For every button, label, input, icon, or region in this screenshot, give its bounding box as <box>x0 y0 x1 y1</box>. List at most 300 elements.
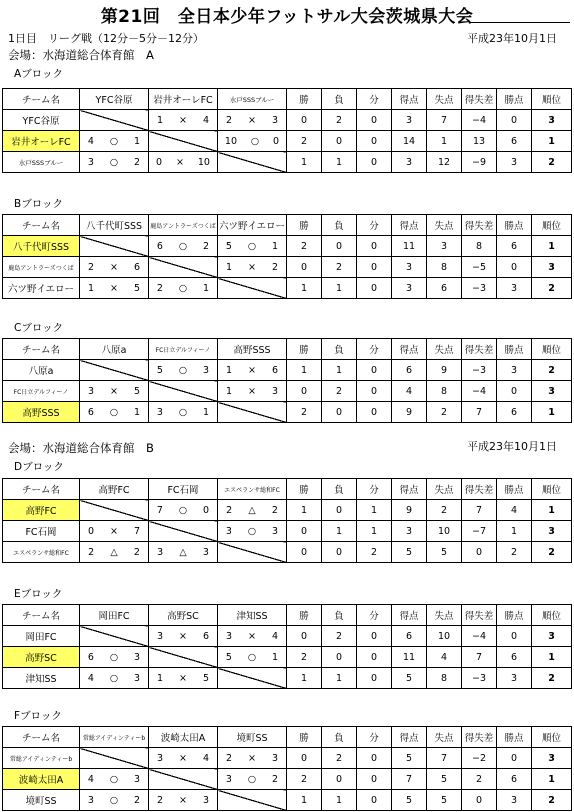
header-loss: 負 <box>322 215 357 236</box>
header-team: チーム名 <box>3 339 80 360</box>
result-mark: × <box>110 525 118 537</box>
losses: 2 <box>322 748 357 769</box>
result-mark: × <box>248 385 256 397</box>
result-mark: ○ <box>178 240 188 252</box>
match-result <box>149 360 218 381</box>
header-ga: 失点 <box>427 89 462 110</box>
score-opp: 5 <box>133 385 140 397</box>
score-own: 2 <box>226 504 233 516</box>
header-gd: 得失差 <box>462 727 497 748</box>
table-header-row <box>3 727 572 748</box>
match-result <box>149 668 218 689</box>
header-ga: 失点 <box>427 339 462 360</box>
header-loss: 負 <box>322 479 357 500</box>
goal-diff: 2 <box>462 769 497 790</box>
match-result <box>80 152 149 173</box>
result-mark: × <box>248 261 256 273</box>
goals-for: 6 <box>392 360 427 381</box>
header-opponent: FC石岡 <box>149 479 218 500</box>
wins: 0 <box>287 381 322 402</box>
result-mark: × <box>179 752 187 764</box>
score-own: 3 <box>225 525 232 537</box>
header-gf: 得点 <box>392 605 427 626</box>
result-mark: × <box>248 114 256 126</box>
score-own: 3 <box>87 156 94 168</box>
points: 3 <box>497 152 532 173</box>
header-rank: 順位 <box>532 89 572 110</box>
score-opp: 2 <box>271 773 279 785</box>
league-table <box>2 338 572 423</box>
losses: 0 <box>322 647 357 668</box>
table-row <box>3 521 572 542</box>
table-row <box>3 278 572 299</box>
score-opp: 3 <box>133 651 141 663</box>
draws: 0 <box>357 152 392 173</box>
goals-against: 2 <box>427 402 462 423</box>
header-draw: 分 <box>357 89 392 110</box>
self-match-cell <box>218 668 287 689</box>
team-name: 波崎太田A <box>3 769 80 790</box>
header-gd: 得失差 <box>462 605 497 626</box>
table-row <box>3 626 572 647</box>
score-opp: 3 <box>271 385 278 397</box>
score-own: 3 <box>225 630 233 642</box>
score <box>149 360 217 380</box>
goal-diff: −4 <box>462 381 497 402</box>
points: 6 <box>497 236 532 257</box>
header-opponent: FC日立デルフィーノ <box>149 339 218 360</box>
score <box>218 236 286 256</box>
rank: 3 <box>532 257 572 278</box>
score-own: 5 <box>225 651 232 663</box>
draws: 0 <box>357 790 392 811</box>
result-mark: ○ <box>109 156 119 168</box>
header-opponent: 鹿島アントラーズつくば <box>149 215 218 236</box>
score <box>80 790 148 810</box>
score <box>218 257 286 277</box>
points: 3 <box>497 278 532 299</box>
score <box>80 257 148 277</box>
table-row <box>3 381 572 402</box>
points: 3 <box>497 668 532 689</box>
result-mark: × <box>179 630 187 642</box>
block-label: Dブロック <box>14 461 64 473</box>
goal-diff: −4 <box>462 626 497 647</box>
goals-for: 6 <box>392 626 427 647</box>
table-header-row <box>3 479 572 500</box>
score-own: 4 <box>87 135 94 147</box>
block-label: Aブロック <box>14 68 63 80</box>
score-own: 6 <box>87 406 94 418</box>
match-result <box>80 668 149 689</box>
goal-diff: 13 <box>462 131 497 152</box>
match-result <box>149 626 218 647</box>
goals-for: 3 <box>392 152 427 173</box>
league-table <box>2 726 572 811</box>
match-result <box>80 769 149 790</box>
table-row <box>3 542 572 563</box>
score <box>80 402 148 422</box>
self-match-cell <box>80 360 149 381</box>
result-mark: × <box>175 156 184 168</box>
goal-diff: −4 <box>462 110 497 131</box>
result-mark: ○ <box>109 672 119 684</box>
header-team: チーム名 <box>3 89 80 110</box>
block-label: Fブロック <box>14 710 62 722</box>
points: 6 <box>497 131 532 152</box>
table-row <box>3 647 572 668</box>
match-result <box>218 257 287 278</box>
goal-diff: 7 <box>462 647 497 668</box>
self-match-cell <box>218 278 287 299</box>
score <box>218 647 286 667</box>
draws: 1 <box>357 521 392 542</box>
table-row <box>3 152 572 173</box>
match-result <box>218 500 287 521</box>
losses: 0 <box>322 500 357 521</box>
header-gd: 得失差 <box>462 215 497 236</box>
score-opp: 3 <box>133 773 141 785</box>
draws: 0 <box>357 748 392 769</box>
losses: 2 <box>322 110 357 131</box>
score-own: 3 <box>156 630 164 642</box>
draws: 0 <box>357 668 392 689</box>
score <box>149 626 217 646</box>
draws: 0 <box>357 402 392 423</box>
team-name: 高野SSS <box>3 402 80 423</box>
team-name: 常総アイディンティーb <box>3 748 80 769</box>
wins: 0 <box>287 257 322 278</box>
match-result <box>218 521 287 542</box>
losses: 0 <box>322 769 357 790</box>
score-opp: 6 <box>202 630 209 642</box>
points: 2 <box>497 542 532 563</box>
date-label-a: 平成23年10月1日 <box>467 32 557 45</box>
header-win: 勝 <box>287 479 322 500</box>
goals-for: 9 <box>392 500 427 521</box>
score-opp: 3 <box>271 525 279 537</box>
goals-against: 7 <box>427 748 462 769</box>
rank: 2 <box>532 790 572 811</box>
result-mark: ○ <box>109 406 119 418</box>
goals-against: 1 <box>427 131 462 152</box>
score-own: 3 <box>156 406 163 418</box>
table-header-row <box>3 605 572 626</box>
match-result <box>80 521 149 542</box>
rank: 2 <box>532 152 572 173</box>
header-opponent: 岩井オーレFC <box>149 89 218 110</box>
table-row <box>3 110 572 131</box>
goal-diff: 0 <box>462 790 497 811</box>
header-gf: 得点 <box>392 727 427 748</box>
self-match-cell <box>80 110 149 131</box>
score <box>80 381 148 401</box>
result-mark: × <box>248 630 256 642</box>
wins: 1 <box>287 500 322 521</box>
score-opp: 10 <box>197 156 210 168</box>
table-row <box>3 236 572 257</box>
goals-against: 2 <box>427 500 462 521</box>
header-pts: 勝点 <box>497 339 532 360</box>
header-win: 勝 <box>287 605 322 626</box>
rank: 3 <box>532 748 572 769</box>
score-opp: 1 <box>202 406 210 418</box>
header-pts: 勝点 <box>497 727 532 748</box>
match-result <box>218 647 287 668</box>
result-mark: × <box>110 385 118 397</box>
goals-against: 8 <box>427 668 462 689</box>
header-ga: 失点 <box>427 727 462 748</box>
score-own: 3 <box>87 385 95 397</box>
goal-diff: −3 <box>462 360 497 381</box>
wins: 0 <box>287 748 322 769</box>
score-opp: 6 <box>271 364 278 376</box>
header-gd: 得失差 <box>462 339 497 360</box>
match-result <box>149 110 218 131</box>
draws: 0 <box>357 381 392 402</box>
wins: 1 <box>287 152 322 173</box>
draws: 0 <box>357 110 392 131</box>
match-result <box>80 790 149 811</box>
score <box>218 748 286 768</box>
team-name: 津知SS <box>3 668 80 689</box>
table-row <box>3 668 572 689</box>
losses: 1 <box>322 360 357 381</box>
losses: 0 <box>322 542 357 563</box>
result-mark: △ <box>248 504 256 516</box>
table-row <box>3 769 572 790</box>
result-mark: × <box>110 261 118 273</box>
header-draw: 分 <box>357 215 392 236</box>
goal-diff: −2 <box>462 748 497 769</box>
points: 0 <box>497 110 532 131</box>
score <box>149 668 217 688</box>
header-gf: 得点 <box>392 89 427 110</box>
result-mark: × <box>179 794 187 806</box>
block-label: Eブロック <box>14 588 63 600</box>
schedule-subtitle: 1日目 リーグ戦（12分－5分－12分） <box>8 32 204 45</box>
rank: 3 <box>532 110 572 131</box>
goals-for: 4 <box>392 381 427 402</box>
match-result <box>149 790 218 811</box>
score-own: 6 <box>87 651 94 663</box>
goals-against: 5 <box>427 769 462 790</box>
self-match-cell <box>149 381 218 402</box>
result-mark: ○ <box>109 651 119 663</box>
result-mark: × <box>179 672 187 684</box>
result-mark: ○ <box>109 773 119 785</box>
points: 4 <box>497 500 532 521</box>
score <box>80 769 148 789</box>
points: 6 <box>497 402 532 423</box>
score-own: 1 <box>156 114 164 126</box>
header-team: チーム名 <box>3 215 80 236</box>
league-table <box>2 214 572 299</box>
header-opponent: 水戸SSSブルー <box>218 89 287 110</box>
points: 3 <box>497 360 532 381</box>
wins: 2 <box>287 769 322 790</box>
wins: 2 <box>287 647 322 668</box>
header-rank: 順位 <box>532 479 572 500</box>
score-opp: 2 <box>133 546 140 558</box>
match-result <box>80 381 149 402</box>
match-result <box>80 542 149 563</box>
goals-against: 12 <box>427 152 462 173</box>
points: 6 <box>497 647 532 668</box>
losses: 2 <box>322 257 357 278</box>
match-result <box>218 131 287 152</box>
losses: 0 <box>322 402 357 423</box>
date-label-b: 平成23年10月1日 <box>467 440 557 453</box>
result-mark: ○ <box>247 525 257 537</box>
score-opp: 2 <box>271 504 278 516</box>
score-own: 2 <box>156 282 163 294</box>
team-name: 岡田FC <box>3 626 80 647</box>
header-loss: 負 <box>322 727 357 748</box>
draws: 0 <box>357 769 392 790</box>
score <box>149 542 217 562</box>
header-loss: 負 <box>322 339 357 360</box>
goal-diff: −5 <box>462 257 497 278</box>
result-mark: ○ <box>247 240 257 252</box>
wins: 2 <box>287 236 322 257</box>
score-own: 4 <box>87 672 94 684</box>
wins: 1 <box>287 668 322 689</box>
self-match-cell <box>149 769 218 790</box>
goals-against: 10 <box>427 626 462 647</box>
team-name: 鹿島アントラーズつくば <box>3 257 80 278</box>
rank: 2 <box>532 668 572 689</box>
goals-for: 5 <box>392 748 427 769</box>
header-win: 勝 <box>287 89 322 110</box>
score <box>218 360 286 380</box>
score-opp: 4 <box>202 752 209 764</box>
header-team: チーム名 <box>3 727 80 748</box>
header-opponent: 六ツ野イエロー <box>218 215 287 236</box>
header-opponent: 八原a <box>80 339 149 360</box>
goals-for: 14 <box>392 131 427 152</box>
score-opp: 0 <box>273 135 280 147</box>
score <box>149 500 217 520</box>
score <box>149 110 217 130</box>
result-mark: ○ <box>178 406 188 418</box>
points: 0 <box>497 257 532 278</box>
wins: 0 <box>287 542 322 563</box>
score-opp: 1 <box>202 282 210 294</box>
wins: 1 <box>287 278 322 299</box>
header-rank: 順位 <box>532 339 572 360</box>
goal-diff: 8 <box>462 236 497 257</box>
goals-for: 5 <box>392 790 427 811</box>
header-rank: 順位 <box>532 727 572 748</box>
match-result <box>80 257 149 278</box>
rank: 3 <box>532 521 572 542</box>
goals-against: 9 <box>427 360 462 381</box>
points: 0 <box>497 626 532 647</box>
goals-for: 7 <box>392 769 427 790</box>
losses: 0 <box>322 131 357 152</box>
goal-diff: −9 <box>462 152 497 173</box>
score-own: 1 <box>225 261 233 273</box>
wins: 2 <box>287 402 322 423</box>
goal-diff: −3 <box>462 278 497 299</box>
self-match-cell <box>149 521 218 542</box>
draws: 0 <box>357 647 392 668</box>
header-gd: 得失差 <box>462 89 497 110</box>
score <box>218 521 286 541</box>
goals-for: 11 <box>392 647 427 668</box>
goal-diff: 7 <box>462 500 497 521</box>
header-pts: 勝点 <box>497 605 532 626</box>
goals-against: 5 <box>427 790 462 811</box>
score <box>149 236 217 256</box>
score-opp: 2 <box>271 261 278 273</box>
team-name: FC日立デルフィーノ <box>3 381 80 402</box>
self-match-cell <box>80 236 149 257</box>
venue-label-b: 会場：水海道総合体育館 B <box>8 441 154 455</box>
score-opp: 1 <box>271 651 279 663</box>
score <box>218 500 286 520</box>
score-own: 3 <box>87 794 94 806</box>
score-own: 3 <box>225 773 232 785</box>
header-opponent: 津知SS <box>218 605 287 626</box>
score-own: 1 <box>225 385 233 397</box>
goals-for: 5 <box>392 668 427 689</box>
team-name: 水戸SSSブルー <box>3 152 80 173</box>
goal-diff: −7 <box>462 521 497 542</box>
score-own: 5 <box>225 240 232 252</box>
table-row <box>3 257 572 278</box>
losses: 1 <box>322 668 357 689</box>
self-match-cell <box>218 542 287 563</box>
score-own: 1 <box>87 282 95 294</box>
goals-for: 3 <box>392 110 427 131</box>
self-match-cell <box>149 131 218 152</box>
result-mark: × <box>110 282 118 294</box>
result-mark: △ <box>179 546 187 558</box>
table-header-row <box>3 89 572 110</box>
rank: 2 <box>532 278 572 299</box>
draws: 0 <box>357 257 392 278</box>
header-opponent: 高野FC <box>80 479 149 500</box>
goals-for: 11 <box>392 236 427 257</box>
header-opponent: 高野SC <box>149 605 218 626</box>
score-opp: 0 <box>202 504 210 516</box>
points: 1 <box>497 521 532 542</box>
header-draw: 分 <box>357 605 392 626</box>
score-own: 10 <box>224 135 238 147</box>
team-name: YFC谷原 <box>3 110 80 131</box>
league-table <box>2 88 572 173</box>
score-opp: 7 <box>133 525 140 537</box>
match-result <box>149 748 218 769</box>
block-label: Cブロック <box>14 322 64 334</box>
self-match-cell <box>218 790 287 811</box>
goals-for: 3 <box>392 257 427 278</box>
losses: 1 <box>322 152 357 173</box>
match-result <box>80 647 149 668</box>
score-own: 0 <box>87 525 95 537</box>
match-result <box>149 500 218 521</box>
goal-diff: 0 <box>462 542 497 563</box>
score <box>80 131 148 151</box>
header-opponent: YFC谷原 <box>80 89 149 110</box>
self-match-cell <box>80 626 149 647</box>
title-rule <box>470 22 570 23</box>
wins: 0 <box>287 521 322 542</box>
self-match-cell <box>149 257 218 278</box>
table-row <box>3 790 572 811</box>
